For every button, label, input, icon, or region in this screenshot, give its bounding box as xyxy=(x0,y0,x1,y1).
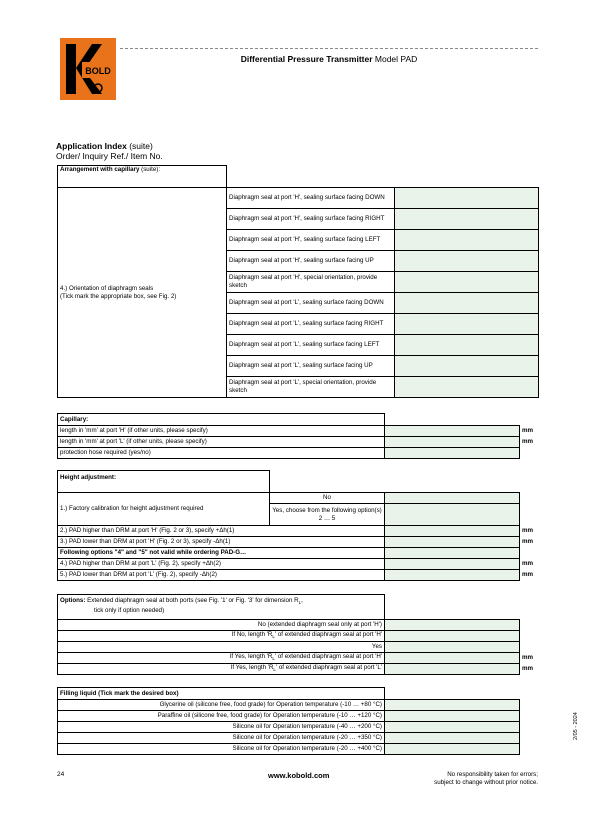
document-title: Differential Pressure Transmitter Model PAD xyxy=(240,54,418,64)
arrangement-heading: Arrangement with capillary (suite): xyxy=(58,166,227,188)
unit-label: mm xyxy=(522,538,534,546)
height-adjustment-heading: Height adjustment: xyxy=(58,471,270,493)
options-table xyxy=(57,594,547,675)
height-option-label: 4.) PAD higher than DRM at port 'L' (Fig. 2), specify +Δh(2) xyxy=(58,559,385,570)
option-checkbox[interactable] xyxy=(385,642,520,653)
orientation-checkbox[interactable] xyxy=(395,377,539,398)
unit-label: mm xyxy=(522,665,534,673)
orientation-checkbox[interactable] xyxy=(395,209,539,230)
orientation-label: 4.) Orientation of diaphragm seals (Tick mark the appropriate box, see Fig. 2) xyxy=(58,188,227,398)
filling-liquid-checkbox[interactable] xyxy=(385,733,520,744)
filling-liquid-label: Silicone oil for Operation temperature (-20 … +400 °C) xyxy=(58,744,385,755)
protection-hose-input[interactable] xyxy=(385,448,520,459)
capillary-table xyxy=(57,413,547,459)
filling-liquid-heading: Filling liquid (Tick mark the desired box) xyxy=(58,688,385,700)
orientation-checkbox[interactable] xyxy=(395,251,539,272)
height-option-input[interactable] xyxy=(385,526,520,537)
filling-liquid-checkbox[interactable] xyxy=(385,711,520,722)
height-option-label: 3.) PAD lower than DRM at port 'H' (Fig. 2 or 3), specify -Δh(1) xyxy=(58,537,385,548)
capillary-length-l-input[interactable] xyxy=(385,437,520,448)
application-index-title: Application Index (suite) Order/ Inquiry Ref./ Item No. xyxy=(56,141,163,161)
orientation-option: Diaphragm seal at port 'H', sealing surface facing RIGHT xyxy=(227,209,395,230)
filling-liquid-label: Paraffine oil (silicone free, food grade) for Operation temperature (-10 … +120 °C) xyxy=(58,711,385,722)
factory-calibration-no: No xyxy=(270,493,385,504)
height-adjustment-table xyxy=(57,470,547,581)
orientation-option: Diaphragm seal at port 'H', sealing surface facing LEFT xyxy=(227,230,395,251)
factory-calibration-no-checkbox[interactable] xyxy=(385,493,520,504)
filling-liquid-label: Silicone oil for Operation temperature (-20 … +350 °C) xyxy=(58,733,385,744)
pad-g-note: Following options "4" and "5" not valid while ordering PAD-G… xyxy=(58,548,385,559)
unit-label: mm xyxy=(522,654,534,662)
header-rule xyxy=(120,48,538,49)
filling-liquid-checkbox[interactable] xyxy=(385,700,520,711)
options-heading: Options: Extended diaphragm seal at both ports (see Fig. '1' or Fig. '3' for dimension $R_L$, tick only if option needed) xyxy=(58,595,385,620)
factory-calibration-yes-checkbox[interactable] xyxy=(385,504,520,526)
orientation-option: Diaphragm seal at port 'H', special orientation, provide sketch xyxy=(227,272,395,293)
orientation-option: Diaphragm seal at port 'L', sealing surface facing RIGHT xyxy=(227,314,395,335)
orientation-option: Diaphragm seal at port 'L', sealing surface facing UP xyxy=(227,356,395,377)
option-label: If Yes, length '$R_L$' of extended diaphragm seal at port 'H' xyxy=(58,653,385,664)
option-label: If No, length '$R_L$' of extended diaphragm seal at port 'H' xyxy=(58,631,385,642)
option-input[interactable] xyxy=(385,664,520,675)
factory-calibration-label: 1.) Factory calibration for height adjustment required xyxy=(58,493,270,526)
unit-label: mm xyxy=(522,527,534,535)
orientation-checkbox[interactable] xyxy=(395,188,539,209)
orientation-option: Diaphragm seal at port 'H', sealing surface facing UP xyxy=(227,251,395,272)
orientation-checkbox[interactable] xyxy=(395,356,539,377)
document-code: 2/05 - 2024 xyxy=(573,712,579,740)
orientation-option: Diaphragm seal at port 'H', sealing surface facing DOWN xyxy=(227,188,395,209)
option-input[interactable] xyxy=(385,631,520,642)
option-label: Yes xyxy=(58,642,385,653)
orientation-checkbox[interactable] xyxy=(395,293,539,314)
capillary-length-h-input[interactable] xyxy=(385,426,520,437)
factory-calibration-yes: Yes, choose from the following option(s) 2 … 5 xyxy=(270,504,385,526)
svg-text:BOLD: BOLD xyxy=(85,66,111,76)
unit-label: mm xyxy=(522,560,534,568)
capillary-length-h-label: length in 'mm' at port 'H' (if other units, please specify) xyxy=(58,426,385,437)
orientation-option: Diaphragm seal at port 'L', sealing surface facing LEFT xyxy=(227,335,395,356)
height-option-input[interactable] xyxy=(385,537,520,548)
filling-liquid-label: Silicone oil for Operation temperature (-40 … +200 °C) xyxy=(58,722,385,733)
filling-liquid-table xyxy=(57,687,520,755)
filling-liquid-label: Glycerine oil (silicone free, food grade) for Operation temperature (-10 … +80 °C) xyxy=(58,700,385,711)
height-option-label: 5.) PAD lower than DRM at port 'L' (Fig. 2), specify -Δh(2) xyxy=(58,570,385,581)
filling-liquid-checkbox[interactable] xyxy=(385,722,520,733)
orientation-checkbox[interactable] xyxy=(395,314,539,335)
option-input[interactable] xyxy=(385,653,520,664)
orientation-checkbox[interactable] xyxy=(395,335,539,356)
website-link[interactable]: www.kobold.com xyxy=(268,771,330,780)
arrangement-table xyxy=(57,165,539,398)
disclaimer: No responsibility taken for errors; subject to change without prior notice. xyxy=(434,771,538,786)
unit-label: mm xyxy=(522,571,534,579)
capillary-length-l-label: length in 'mm' at port 'L' (if other units, please specify) xyxy=(58,437,385,448)
orientation-option: Diaphragm seal at port 'L', special orientation, provide sketch xyxy=(227,377,395,398)
option-label: If Yes, length '$R_L$' of extended diaphragm seal at port 'L' xyxy=(58,664,385,675)
kobold-logo xyxy=(60,38,116,100)
unit-label: mm xyxy=(522,427,534,435)
page-number: 24 xyxy=(57,771,65,778)
protection-hose-label: protection hose required (yes/no) xyxy=(58,448,385,459)
orientation-checkbox[interactable] xyxy=(395,230,539,251)
orientation-option: Diaphragm seal at port 'L', sealing surface facing DOWN xyxy=(227,293,395,314)
option-checkbox[interactable] xyxy=(385,620,520,631)
height-option-label: 2.) PAD higher than DRM at port 'H' (Fig. 2 or 3), specify +Δh(1) xyxy=(58,526,385,537)
height-option-input[interactable] xyxy=(385,570,520,581)
filling-liquid-checkbox[interactable] xyxy=(385,744,520,755)
height-option-input[interactable] xyxy=(385,559,520,570)
unit-label: mm xyxy=(522,438,534,446)
option-label: No (extended diaphragm seal only at port 'H') xyxy=(58,620,385,631)
capillary-heading: Capillary: xyxy=(58,414,385,426)
orientation-checkbox[interactable] xyxy=(395,272,539,293)
order-ref-label: Order/ Inquiry Ref./ Item No. xyxy=(56,151,163,161)
